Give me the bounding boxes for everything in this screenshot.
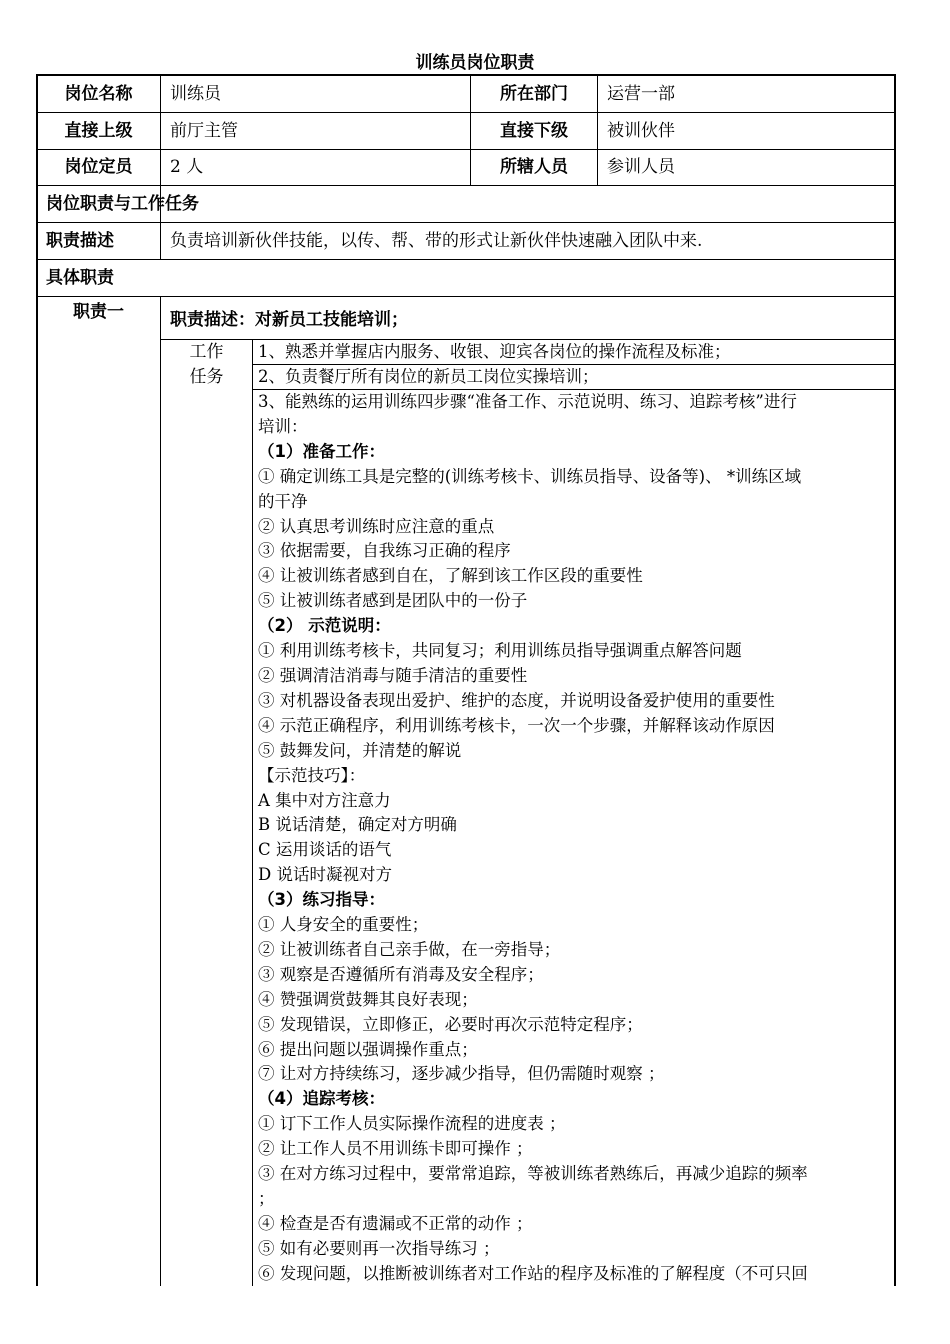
task-subheading: （4）追踪考核： xyxy=(258,1089,385,1109)
task-item-3 xyxy=(258,390,808,1287)
row-divider xyxy=(36,185,896,186)
quota-label: 岗位定员 xyxy=(64,157,133,177)
task-line: ⑤ 发现错误，立即修正，必要时再次示范特定程序； xyxy=(258,1014,643,1034)
task-line: ； xyxy=(258,1189,275,1208)
row-divider xyxy=(36,149,896,150)
task-line: ⑥ 发现问题，以推断被训练者对工作站的程序及标准的了解程度（不可只回 xyxy=(258,1263,808,1283)
desc-label: 职责描述 xyxy=(46,231,114,251)
task-line: D 说话时凝视对方 xyxy=(258,865,392,885)
task-label-line1: 工作 xyxy=(189,342,224,362)
row-divider xyxy=(36,112,896,113)
document-title: 训练员岗位职责 xyxy=(415,53,535,73)
task-label-line2: 任务 xyxy=(189,367,224,387)
task-line: ② 强调清洁消毒与随手清洁的重要性 xyxy=(258,665,528,685)
task-line: B 说话清楚，确定对方明确 xyxy=(258,815,457,835)
task-line: ③ 观察是否遵循所有消毒及安全程序； xyxy=(258,964,544,984)
task-line: C 运用谈话的语气 xyxy=(258,840,392,860)
task-line: ② 认真思考训练时应注意的重点 xyxy=(258,516,495,536)
task-line: ③ 对机器设备表现出爱护、维护的态度，并说明设备爱护使用的重要性 xyxy=(258,690,775,710)
quota-value: 2 人 xyxy=(170,157,204,177)
task-line: ⑤ 让被训练者感到是团队中的一份子 xyxy=(258,591,528,611)
task-item-2: 2、负责餐厅所有岗位的新员工岗位实操培训； xyxy=(258,367,599,386)
task-line: ⑥ 提出问题以强调操作重点； xyxy=(258,1039,478,1059)
task-line: 【示范技巧】： xyxy=(258,765,366,785)
col-divider xyxy=(160,296,161,1286)
task-line: ④ 让被训练者感到自在，了解到该工作区段的重要性 xyxy=(258,566,643,586)
task-line: ② 让工作人员不用训练卡即可操作 ； xyxy=(258,1139,533,1159)
post-name-value: 训练员 xyxy=(170,84,221,104)
duty1-description: 职责描述：对新员工技能培训； xyxy=(170,310,408,330)
task-line: ④ 赞强调赏鼓舞其良好表现； xyxy=(258,989,478,1009)
task-line: ③ 依据需要，自我练习正确的程序 xyxy=(258,541,511,561)
staff-value: 参训人员 xyxy=(607,157,675,177)
dept-value: 运营一部 xyxy=(607,84,675,104)
task-line: ① 确定训练工具是完整的(训练考核卡、训练员指导、设备等)、 *训练区域 xyxy=(258,466,802,486)
task-line: ① 人身安全的重要性； xyxy=(258,915,429,935)
task-line: ② 让被训练者自己亲手做，在一旁指导； xyxy=(258,939,561,959)
post-name-label: 岗位名称 xyxy=(64,84,133,104)
task-line: 培训： xyxy=(258,416,308,436)
task-subheading: （3）练习指导： xyxy=(258,890,385,910)
task-line: ⑤ 如有必要则再一次指导练习 ； xyxy=(258,1238,500,1258)
task-subheading: （2） 示范说明： xyxy=(258,616,391,636)
desc-text: 负责培训新伙伴技能，以传、帮、带的形式让新伙伴快速融入团队中来. xyxy=(170,231,703,251)
task-line: 3、能熟练的运用训练四步骤“准备工作、示范说明、练习、追踪考核”进行 xyxy=(258,392,797,411)
section-specific-heading: 具体职责 xyxy=(46,268,114,288)
task-line: A 集中对方注意力 xyxy=(258,790,391,810)
task-line: ④ 示范正确程序，利用训练考核卡，一次一个步骤，并解释该动作原因 xyxy=(258,715,775,735)
duty1-label: 职责一 xyxy=(73,302,124,322)
col-divider xyxy=(895,74,896,1286)
superior-label: 直接上级 xyxy=(64,121,133,141)
subordinate-label: 直接下级 xyxy=(500,121,568,141)
col-divider xyxy=(160,222,161,259)
superior-value: 前厅主管 xyxy=(170,121,238,141)
task-line: ⑤ 鼓舞发问，并清楚的解说 xyxy=(258,740,462,760)
task-line: ① 订下工作人员实际操作流程的进度表 ； xyxy=(258,1114,566,1134)
section-duties-heading: 岗位职责与工作任务 xyxy=(46,194,199,214)
task-line: ③ 在对方练习过程中，要常常追踪，等被训练者熟练后，再减少追踪的频率 xyxy=(258,1164,808,1184)
subordinate-value: 被训伙伴 xyxy=(607,121,675,141)
task-line: ① 利用训练考核卡，共同复习；利用训练员指导强调重点解答问题 xyxy=(258,641,742,661)
task-item-1: 1、熟悉并掌握店内服务、收银、迎宾各岗位的操作流程及标准； xyxy=(258,342,731,361)
row-divider xyxy=(36,296,896,297)
task-line: ⑦ 让对方持续练习，逐步减少指导，但仍需随时观察 ； xyxy=(258,1064,665,1084)
task-line: 的干净 xyxy=(258,491,308,511)
staff-label: 所辖人员 xyxy=(500,157,568,177)
col-divider xyxy=(597,74,598,185)
dept-label: 所在部门 xyxy=(500,84,568,104)
row-divider xyxy=(36,259,896,260)
col-divider xyxy=(252,339,253,1286)
task-line: ④ 检查是否有遗漏或不正常的动作 ； xyxy=(258,1213,533,1233)
row-divider xyxy=(36,222,896,223)
task-subheading: （1）准备工作： xyxy=(258,441,385,461)
